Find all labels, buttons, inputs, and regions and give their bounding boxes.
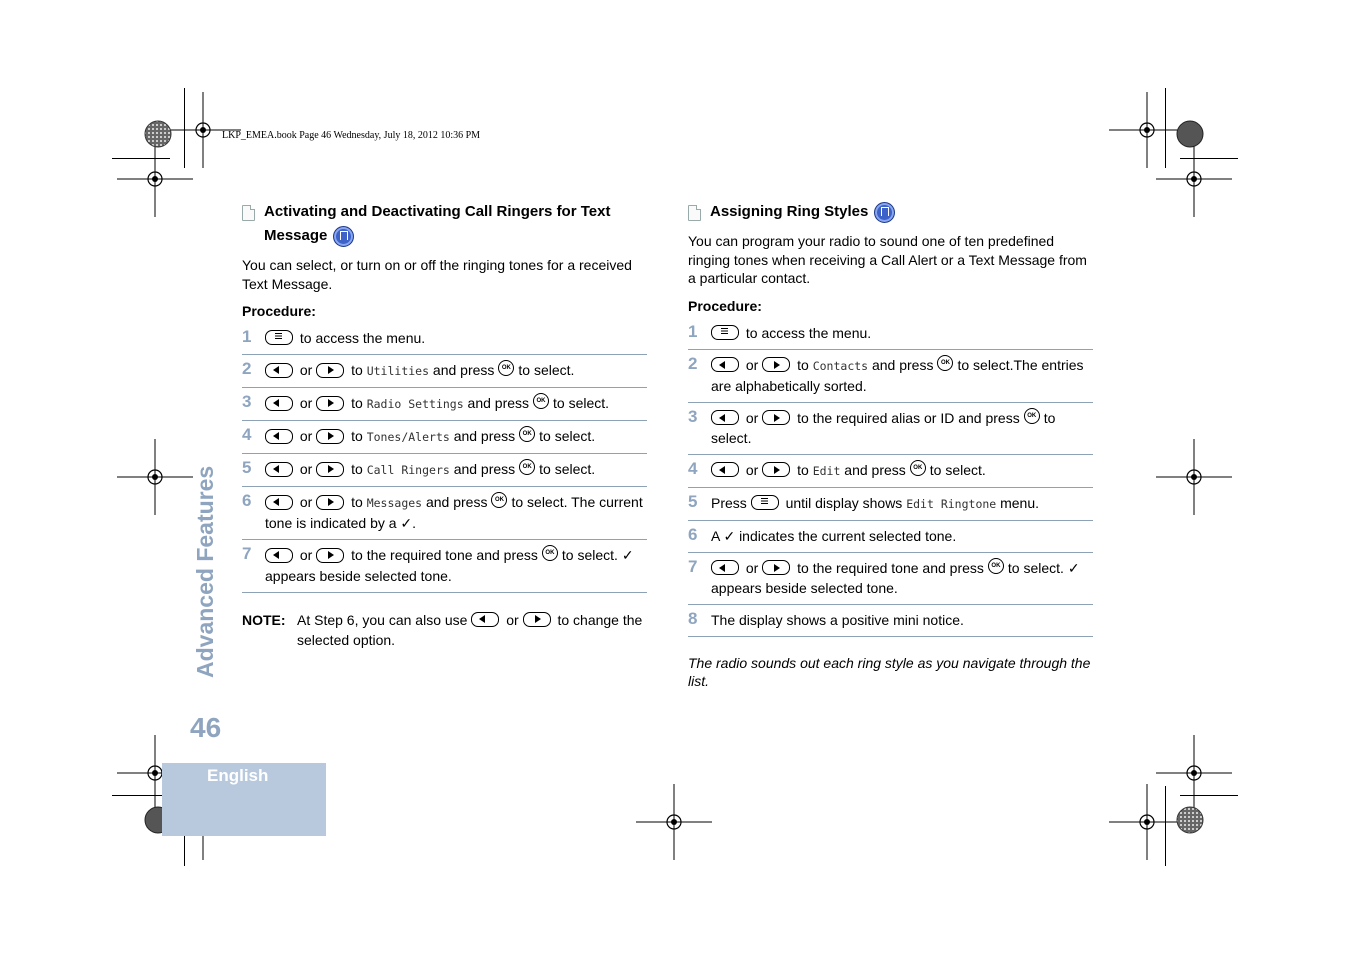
section-title: Activating and Deactivating Call Ringers for Text Message xyxy=(242,200,647,248)
left-arrow-key-icon xyxy=(711,462,739,477)
left-arrow-key-icon xyxy=(265,396,293,411)
step: 4 or to Tones/Alerts and press OK to select. xyxy=(242,421,647,454)
step: 2 or to Utilities and press OK to select. xyxy=(242,355,647,388)
left-arrow-key-icon xyxy=(265,363,293,378)
left-arrow-key-icon xyxy=(711,357,739,372)
step: 7 or to the required tone and press OK to select. ✓ appears beside selected tone. xyxy=(242,540,647,592)
left-arrow-key-icon xyxy=(265,548,293,563)
step: 1 to access the menu. xyxy=(688,318,1093,350)
section-title: Assigning Ring Styles xyxy=(688,200,1093,224)
left-arrow-key-icon xyxy=(711,560,739,575)
right-arrow-key-icon xyxy=(762,560,790,575)
crosshair-icon xyxy=(117,439,193,515)
crosshair-icon xyxy=(1109,92,1185,168)
step: 4 or to Edit and press OK to select. xyxy=(688,455,1093,488)
section-intro: You can select, or turn on or off the ringing tones for a received Text Message. xyxy=(242,257,632,292)
crosshair-icon xyxy=(1156,735,1232,811)
doc-icon xyxy=(242,205,255,221)
procedure-label: Procedure: xyxy=(688,297,762,314)
step: 5 Press until display shows Edit Ringtone menu. xyxy=(688,488,1093,521)
ok-key-icon: OK xyxy=(533,393,549,409)
left-arrow-key-icon xyxy=(711,410,739,425)
crosshair-icon xyxy=(117,141,193,217)
procedure-label: Procedure: xyxy=(242,303,316,319)
right-arrow-key-icon xyxy=(762,462,790,477)
right-column xyxy=(688,200,1093,690)
right-arrow-key-icon xyxy=(762,410,790,425)
left-arrow-key-icon xyxy=(265,495,293,510)
ok-key-icon: OK xyxy=(542,545,558,561)
step: 7 or to the required tone and press OK to select. ✓ appears beside selected tone. xyxy=(688,553,1093,605)
ok-key-icon: OK xyxy=(1024,408,1040,424)
menu-key-icon xyxy=(711,325,739,340)
feature-badge-icon xyxy=(874,202,895,223)
step: 6 or to Messages and press OK to select. The current tone is indicated by a ✓. xyxy=(242,487,647,540)
step: 8 The display shows a positive mini notice. xyxy=(688,605,1093,637)
crosshair-icon xyxy=(165,92,241,168)
step: 6 A ✓ indicates the current selected tone. xyxy=(688,521,1093,553)
right-arrow-key-icon xyxy=(316,429,344,444)
crosshair-icon xyxy=(1156,141,1232,217)
right-arrow-key-icon xyxy=(316,363,344,378)
step: 1 to access the menu. xyxy=(242,323,647,355)
left-arrow-key-icon xyxy=(471,612,499,627)
ok-key-icon: OK xyxy=(937,355,953,371)
note: NOTE: At Step 6, you can also use or to change the selected option. xyxy=(242,611,643,648)
feature-badge-icon xyxy=(333,226,354,247)
ok-key-icon: OK xyxy=(519,426,535,442)
side-section-title: Advanced Features xyxy=(192,465,218,678)
language-label: English xyxy=(207,766,269,785)
doc-icon xyxy=(688,205,701,221)
left-arrow-key-icon xyxy=(265,429,293,444)
step: 5 or to Call Ringers and press OK to select. xyxy=(242,454,647,487)
left-arrow-key-icon xyxy=(265,462,293,477)
step: 2 or to Contacts and press OK to select.The entries are alphabetically sorted. xyxy=(688,350,1093,403)
footer-note: The radio sounds out each ring style as you navigate through the list. xyxy=(688,655,1091,690)
page-number: 46 xyxy=(190,712,222,743)
section-intro: You can program your radio to sound one of ten predefined ringing tones when receiving a Call Alert or a Text Message from a particular contact. xyxy=(688,233,1087,286)
ok-key-icon: OK xyxy=(988,558,1004,574)
ok-key-icon: OK xyxy=(498,360,514,376)
left-column xyxy=(242,200,647,650)
right-arrow-key-icon xyxy=(523,612,551,627)
crosshair-icon xyxy=(1109,784,1185,860)
ok-key-icon: OK xyxy=(519,459,535,475)
step: 3 or to Radio Settings and press OK to select. xyxy=(242,388,647,421)
ok-key-icon: OK xyxy=(910,460,926,476)
right-arrow-key-icon xyxy=(316,495,344,510)
right-arrow-key-icon xyxy=(316,548,344,563)
right-arrow-key-icon xyxy=(316,462,344,477)
menu-key-icon xyxy=(265,330,293,345)
crosshair-icon xyxy=(636,784,712,860)
menu-key-icon xyxy=(751,495,779,510)
crosshair-icon xyxy=(1156,439,1232,515)
step: 3 or to the required alias or ID and press OK to select. xyxy=(688,403,1093,455)
ok-key-icon: OK xyxy=(491,492,507,508)
right-arrow-key-icon xyxy=(762,357,790,372)
print-header: LKP_EMEA.book Page 46 Wednesday, July 18, 2012 10:36 PM xyxy=(222,130,481,141)
right-arrow-key-icon xyxy=(316,396,344,411)
